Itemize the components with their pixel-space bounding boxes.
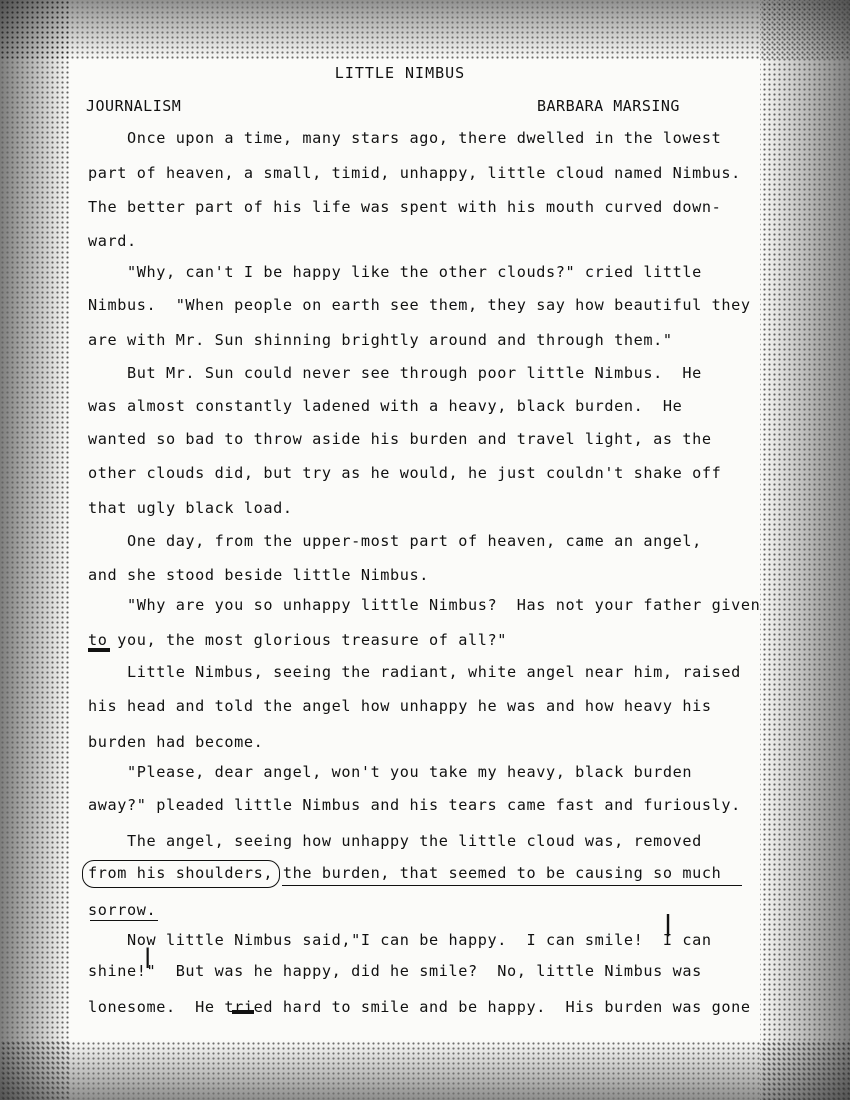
text-line: Little Nimbus, seeing the radiant, white angel near him, raised (88, 663, 741, 681)
text-line: burden had become. (88, 733, 264, 751)
handwritten-strikeout (232, 1010, 254, 1014)
text-line: his head and told the angel how unhappy he was and how heavy his (88, 697, 712, 715)
text-line: But Mr. Sun could never see through poor little Nimbus. He (88, 364, 702, 382)
text-line: ward. (88, 232, 137, 250)
text-line: shine!" But was he happy, did he smile? No, little Nimbus was (88, 962, 702, 980)
document-title: LITTLE NIMBUS (334, 64, 466, 82)
text-line: One day, from the upper-most part of heaven, came an angel, (88, 532, 702, 550)
text-line: are with Mr. Sun shinning brightly around and through them." (88, 331, 673, 349)
scan-edge-top (0, 0, 850, 60)
handwritten-exclamation: | (144, 944, 152, 968)
document-author: BARBARA MARSING (537, 97, 680, 115)
text-line: Nimbus. "When people on earth see them, they say how beautiful they (88, 296, 751, 314)
text-line: sorrow. (88, 901, 157, 919)
handwritten-exclamation: | (664, 912, 673, 937)
handwritten-bracket (82, 860, 280, 888)
text-line: other clouds did, but try as he would, he just couldn't shake off (88, 464, 722, 482)
text-line: "Why, can't I be happy like the other clouds?" cried little (88, 263, 702, 281)
text-line: "Why are you so unhappy little Nimbus? Has not your father given (88, 596, 761, 614)
text-line: Once upon a time, many stars ago, there dwelled in the lowest (88, 129, 722, 147)
text-line: that ugly black load. (88, 499, 293, 517)
text-line: "Please, dear angel, won't you take my heavy, black burden (88, 763, 693, 781)
handwritten-strikeout (88, 648, 110, 652)
scan-edge-right (760, 0, 850, 1100)
text-line: from his shoulders, the burden, that seemed to be causing so much (88, 864, 722, 882)
handwritten-underline (90, 920, 158, 921)
document-subject: JOURNALISM (86, 97, 182, 115)
text-line: wanted so bad to throw aside his burden and travel light, as the (88, 430, 712, 448)
text-line: and she stood beside little Nimbus. (88, 566, 430, 584)
text-line: The better part of his life was spent with his mouth curved down- (88, 198, 722, 216)
text-line: Now little Nimbus said,"I can be happy. I can smile! I can (88, 931, 712, 949)
scan-edge-bottom (0, 1040, 850, 1100)
text-line: lonesome. He tried hard to smile and be happy. His burden was gone (88, 998, 751, 1016)
handwritten-underline (282, 885, 742, 886)
text-line: away?" pleaded little Nimbus and his tears came fast and furiously. (88, 796, 741, 814)
text-line: was almost constantly ladened with a heavy, black burden. He (88, 397, 683, 415)
text-line: to you, the most glorious treasure of all?" (88, 631, 507, 649)
text-line: The angel, seeing how unhappy the little cloud was, removed (88, 832, 702, 850)
text-line: part of heaven, a small, timid, unhappy, little cloud named Nimbus. (88, 164, 741, 182)
scan-edge-left (0, 0, 70, 1100)
